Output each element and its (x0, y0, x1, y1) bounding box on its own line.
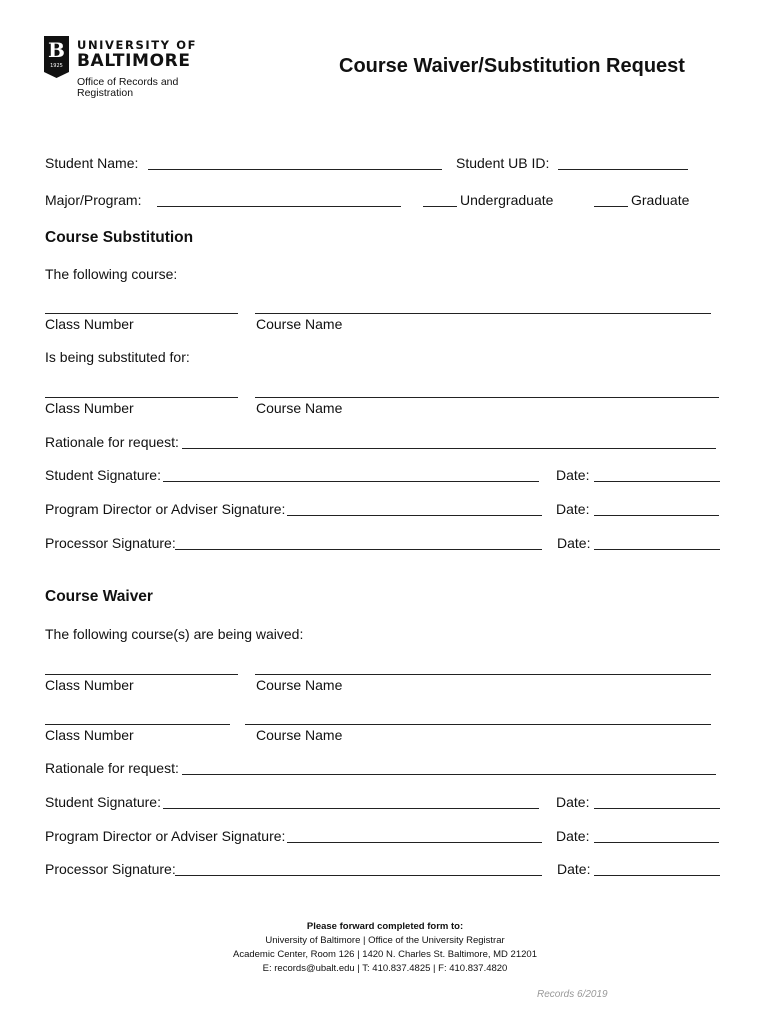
replacement-course-name-field[interactable] (255, 397, 719, 398)
date-label: Date: (557, 861, 591, 877)
form-version: Records 6/2019 (537, 989, 608, 1000)
student-id-label: Student UB ID: (456, 155, 550, 171)
substitution-heading: Course Substitution (45, 229, 194, 246)
waiver-course-name-field-1[interactable] (255, 674, 711, 675)
svg-text:1925: 1925 (50, 63, 63, 69)
undergraduate-label: Undergraduate (460, 192, 554, 208)
waiver-class-number-field-1[interactable] (45, 674, 238, 675)
sub-student-signature-field[interactable] (163, 481, 539, 482)
student-id-field[interactable] (558, 169, 688, 170)
major-label: Major/Program: (45, 192, 142, 208)
student-name-label: Student Name: (45, 155, 139, 171)
sub-processor-signature-field[interactable] (175, 549, 542, 550)
waiver-heading: Course Waiver (45, 588, 153, 605)
graduate-label: Graduate (631, 192, 690, 208)
waiver-rationale-label: Rationale for request: (45, 760, 179, 776)
course-name-label: Course Name (256, 727, 343, 743)
class-number-label: Class Number (45, 400, 134, 416)
course-name-label: Course Name (256, 316, 343, 332)
course-name-label: Course Name (256, 400, 343, 416)
sub-rationale-field[interactable] (182, 448, 716, 449)
logo-university-of: UNIVERSITY OF (77, 38, 198, 52)
course-name-label: Course Name (256, 677, 343, 693)
waiver-director-signature-field[interactable] (287, 842, 542, 843)
sub-course-name-field[interactable] (255, 313, 711, 314)
date-label: Date: (556, 828, 590, 844)
sub-processor-date-field[interactable] (594, 549, 720, 550)
sub-class-number-field[interactable] (45, 313, 238, 314)
university-logo-icon (44, 36, 69, 78)
logo-office-text: Office of Records and Registration (77, 76, 179, 99)
major-field[interactable] (157, 206, 401, 207)
student-name-field[interactable] (148, 169, 442, 170)
sub-director-signature-field[interactable] (287, 515, 542, 516)
waiver-class-number-field-2[interactable] (45, 724, 230, 725)
waiver-director-date-field[interactable] (594, 842, 719, 843)
replacement-class-number-field[interactable] (45, 397, 238, 398)
sub-processor-signature-label: Processor Signature: (45, 535, 176, 551)
class-number-label: Class Number (45, 677, 134, 693)
sub-student-date-field[interactable] (594, 481, 720, 482)
waiver-course-name-field-2[interactable] (245, 724, 711, 725)
page-title: Course Waiver/Substitution Request (339, 55, 685, 77)
sub-director-date-field[interactable] (594, 515, 719, 516)
footer-line-1: University of Baltimore | Office of the University Registrar (265, 935, 505, 946)
date-label: Date: (556, 467, 590, 483)
footer-line-3: E: records@ubalt.edu | T: 410.837.4825 | F: 410.837.4820 (262, 963, 508, 974)
waiver-student-date-field[interactable] (594, 808, 720, 809)
sub-director-signature-label: Program Director or Adviser Signature: (45, 501, 286, 517)
waiver-director-signature-label: Program Director or Adviser Signature: (45, 828, 286, 844)
following-courses-label: The following course(s) are being waived: (45, 626, 304, 642)
sub-rationale-label: Rationale for request: (45, 434, 179, 450)
following-course-label: The following course: (45, 266, 178, 282)
class-number-label: Class Number (45, 727, 134, 743)
substituted-for-label: Is being substituted for: (45, 349, 190, 365)
waiver-processor-signature-label: Processor Signature: (45, 861, 176, 877)
class-number-label: Class Number (45, 316, 134, 332)
footer-line-2: Academic Center, Room 126 | 1420 N. Charles St. Baltimore, MD 21201 (233, 949, 537, 960)
footer-forward: Please forward completed form to: (306, 921, 464, 932)
date-label: Date: (556, 501, 590, 517)
sub-student-signature-label: Student Signature: (45, 467, 161, 483)
logo-baltimore: BALTIMORE (77, 51, 191, 71)
date-label: Date: (556, 794, 590, 810)
waiver-processor-signature-field[interactable] (175, 875, 542, 876)
waiver-rationale-field[interactable] (182, 774, 716, 775)
undergraduate-checkbox[interactable] (423, 206, 457, 207)
date-label: Date: (557, 535, 591, 551)
svg-text:B: B (48, 38, 65, 62)
waiver-processor-date-field[interactable] (594, 875, 720, 876)
waiver-student-signature-field[interactable] (163, 808, 539, 809)
graduate-checkbox[interactable] (594, 206, 628, 207)
waiver-student-signature-label: Student Signature: (45, 794, 161, 810)
